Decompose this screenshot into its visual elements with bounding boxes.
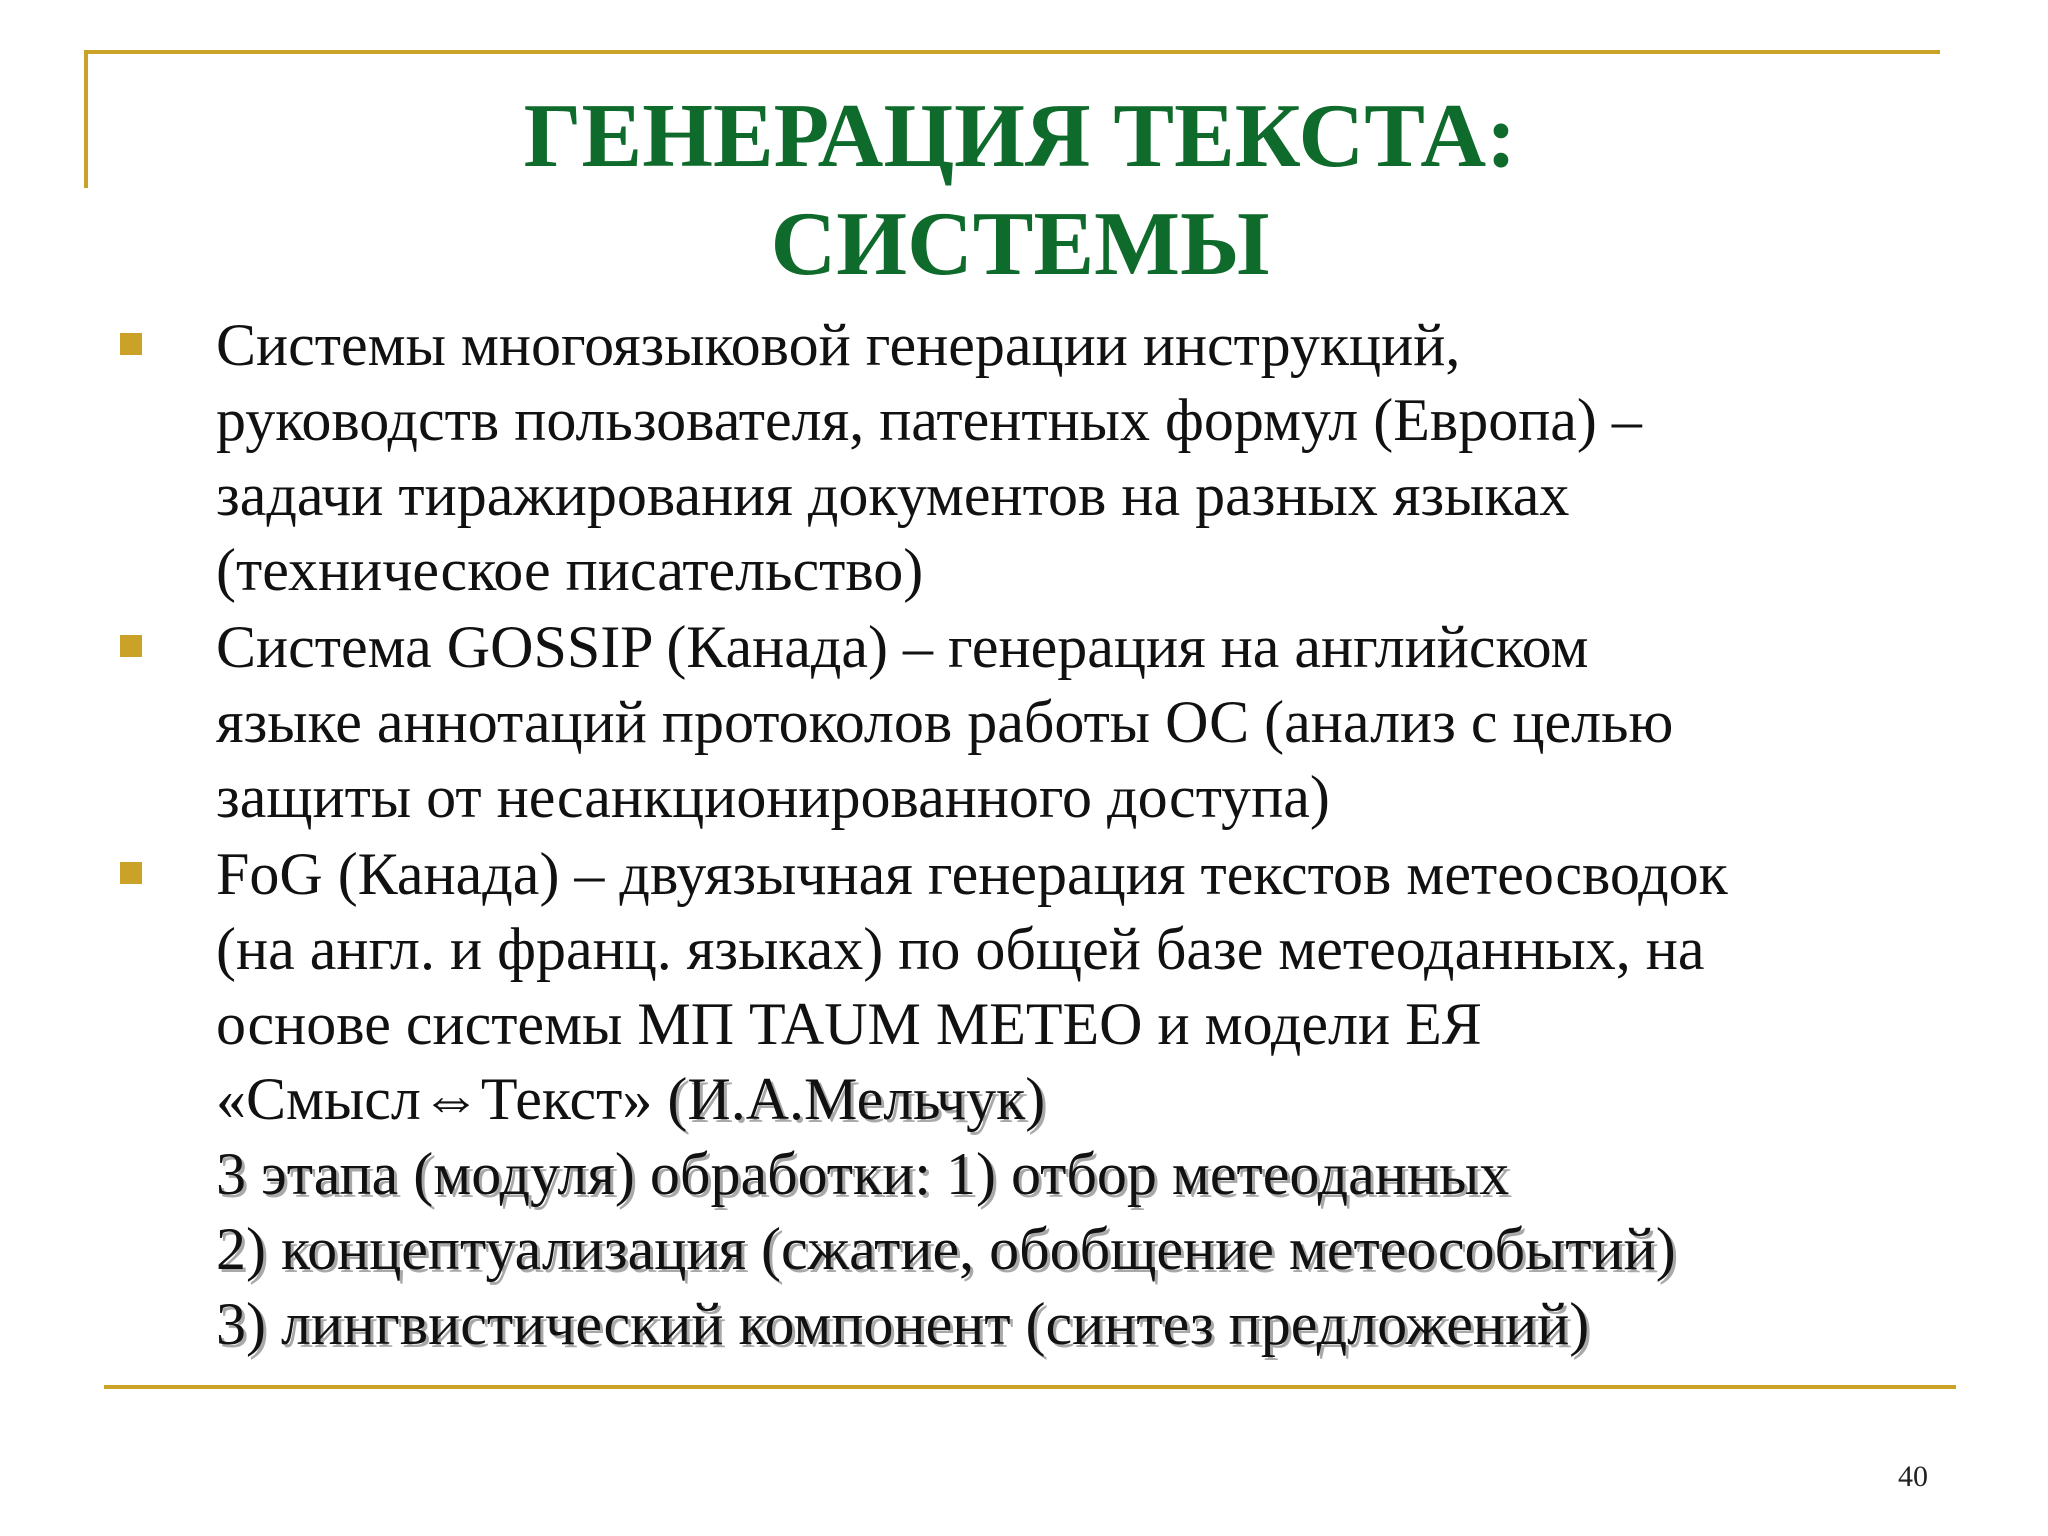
title-line-1: ГЕНЕРАЦИЯ ТЕКСТА: (523, 85, 1517, 186)
bullet-line: (на англ. и франц. языках) по общей базе метеоданных, на (216, 916, 1705, 982)
bullet-line: руководств пользователя, патентных формул (Европа) – (216, 387, 1642, 453)
processing-stages-line: 2) концептуализация (сжатие, обобщение метеособытий) (216, 1216, 1676, 1282)
author-reference: (И.А.Мельчук) (667, 1066, 1046, 1132)
processing-stages-line: 3) лингвистический компонент (синтез предложений) (216, 1291, 1590, 1357)
slide-title (120, 82, 1920, 298)
frame-bottom-rule (104, 1385, 1956, 1389)
title-line-2: СИСТЕМЫ (770, 193, 1270, 294)
frame-left-rule (84, 50, 88, 188)
bullet-line: Система GOSSIP (Канада) – генерация на английском (216, 614, 1589, 680)
bullet-line: защиты от несанкционированного доступа) (216, 764, 1330, 830)
square-bullet-icon (120, 333, 142, 355)
bullet-line: (техническое писательство) (216, 537, 924, 603)
bullet-list (120, 308, 1980, 1364)
square-bullet-icon (120, 635, 142, 657)
processing-stages-line: 3 этапа (модуля) обработки: 1) отбор метеоданных (216, 1141, 1510, 1207)
bullet-item-gossip (120, 610, 1980, 835)
square-bullet-icon (120, 862, 142, 884)
bullet-line-meaning-text (216, 1062, 1980, 1137)
page-number: 40 (1898, 1460, 1928, 1493)
bullet-item-fog (120, 837, 1980, 1362)
bullet-line: языке аннотаций протоколов работы ОС (анализ с целью (216, 689, 1674, 755)
bullet-line: задачи тиражирования документов на разных языках (216, 462, 1570, 528)
frame-top-rule (84, 50, 1940, 54)
bullet-line: Системы многоязыковой генерации инструкций, (216, 312, 1461, 378)
bullet-line: FoG (Канада) – двуязычная генерация текстов метеосводок (216, 841, 1728, 907)
bullet-item-multilingual (120, 308, 1980, 608)
bullet-line: основе системы МП TAUM METEO и модели ЕЯ (216, 991, 1482, 1057)
meaning-text-model: «Смысл⇔Текст» (216, 1066, 668, 1132)
